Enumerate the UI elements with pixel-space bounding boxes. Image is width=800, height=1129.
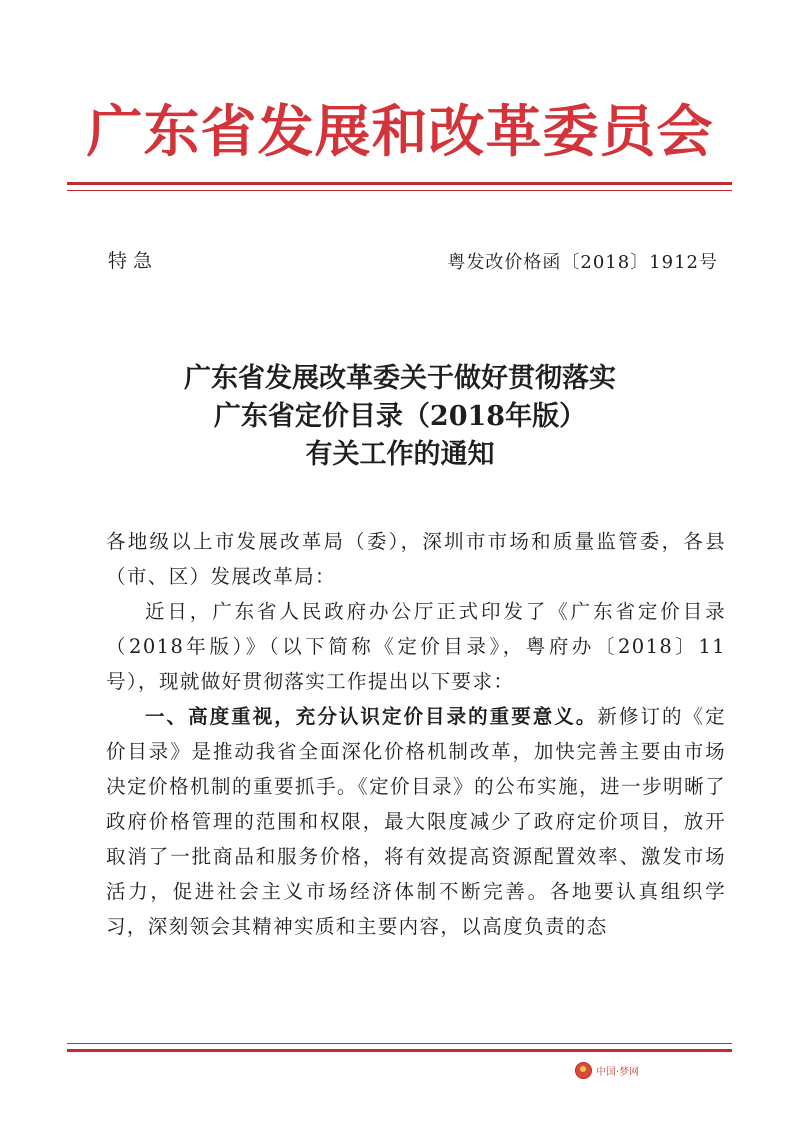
masthead-rule-thick xyxy=(67,182,732,185)
masthead-rule-thin xyxy=(67,190,732,191)
addressee-paragraph: 各地级以上市发展改革局（委），深圳市市场和质量监管委，各县（市、区）发展改革局： xyxy=(106,530,726,588)
title-line-1: 广东省发展改革委关于做好贯彻落实 xyxy=(184,363,616,394)
section-1-paragraph xyxy=(106,699,726,944)
title-line-3: 有关工作的通知 xyxy=(305,439,495,470)
section-1-heading: 一、高度重视，充分认识定价目录的重要意义。 xyxy=(145,705,598,728)
title-line-2: 广东省定价目录（2018年版） xyxy=(213,401,587,432)
document-number: 粤发改价格函〔2018〕1912号 xyxy=(447,252,718,273)
document-title xyxy=(0,360,800,474)
urgency-label: 特急 xyxy=(108,250,159,272)
watermark-text: 中国·梦网 xyxy=(596,1067,640,1078)
document-body xyxy=(106,524,726,944)
section-1-text: 新修订的《定价目录》是推动我省全面深化价格机制改革，加快完善主要由市场决定价格机制的重要抓手。《定价目录》的公布实施，进一步明晰了政府价格管理的范围和权限，最大限度减少了政府定价项目，放开取消了一批商品和服务价格，将有效提高资源配置效率、激发市场活力，促进社会主义市场经济体制不断完善。各地要认真组织学习，深刻领会其精神实质和主要内容，以高度负责的态 xyxy=(106,705,727,938)
emblem-icon xyxy=(575,1062,592,1079)
footer-rule-thin xyxy=(67,1043,732,1044)
watermark-logo xyxy=(575,1062,639,1079)
intro-paragraph: 近日，广东省人民政府办公厅正式印发了《广东省定价目录（2018年版）》（以下简称《定价目录》，粤府办〔2018〕11号），现就做好贯彻落实工作提出以下要求： xyxy=(106,600,726,693)
masthead-org-name: 广东省发展和改革委员会 xyxy=(86,100,714,165)
footer-rule-thick xyxy=(67,1049,732,1052)
